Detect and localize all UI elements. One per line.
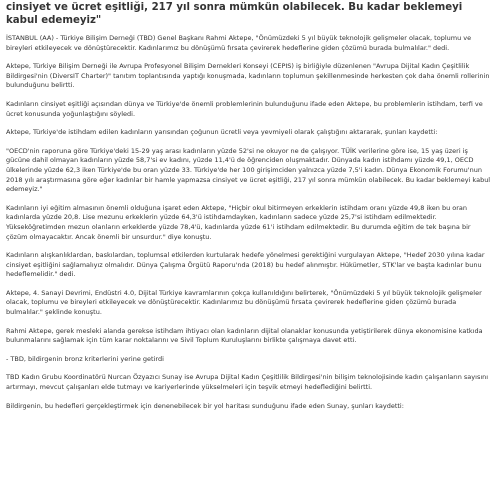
article-subheading: - TBD, bildirgenin bronz kriterlerini yerine getirdi — [6, 354, 164, 363]
article-paragraph: Rahmi Aktepe, gerek mesleki alanda gerekse istihdam ihtiyacı olan kadınların dijital olanaklar konusunda yetiştirilerek dünya ekonomisine katkıda bulunmalarını sağlamak için tüm karar noktalarını ve Sivil Toplum Kuruluşlarını birlikte çalışmaya davet etti. — [6, 326, 483, 345]
article-headline: cinsiyet ve ücret eşitliği, 217 yıl sonra mümkün olabilecek. Bu kadar beklemeyi kabul edemeyiz" — [6, 2, 463, 26]
article-paragraph: Kadınların alışkanlıklardan, baskılardan, toplumsal etkilerden kurtularak hedefe yönelmesi gerektiğini vurgulayan Aktepe, "Hedef 2030 yılına kadar cinsiyet eşitliğini sağlamalıyız olmalıdır. Dünya Çalışma Örgütü Raporu'nda (2018) bu hedef alınmıştır. Hükümetler, STK'lar ve başta kadınlar bunu hedeflemelidir." dedi. — [6, 251, 485, 279]
article-paragraph: TBD Kadın Grubu Koordinatörü Nurcan Özyazıcı Sunay ise Avrupa Dijital Kadın Çeşitlilik Bildirgesi'nin bilişim teknolojisinde kadın çalışanların sayısını artırmayı, mevcut çalışanları elde tutmayı ve kariyerlerinde yükselmeleri için teşvik etmeyi hedeflediğini belirtti. — [6, 373, 489, 392]
article-paragraph: Kadınların iyi eğitim almasının önemli olduğuna işaret eden Aktepe, "Hiçbir okul bitirmeyen erkeklerin istihdam oranı yüzde 49,8 iken bu oran kadınlarda yüzde 20,8. Lise mezunu erkeklerin yüzde 64,3'ü istihdamdayken, kadınların sadece yüzde 25,7'si istihdam edilmektedir. Yükseköğretimden mezun olanların erkeklerde yüzde 78,4'ü, kadınlarda yüzde 61'i istihdam edilmektedir. Bu durumda eğitim de tek başına bir çözüm olmayacaktır. Ancak önemli bir unsurdur." diye konuştu. — [6, 203, 471, 241]
article-paragraph: Bildirgenin, bu hedefleri gerçekleştirmek için denenebilecek bir yol haritası sunduğunu ifade eden Sunay, şunları kaydetti: — [6, 401, 404, 410]
article-paragraph: Aktepe, 4. Sanayi Devrimi, Endüstri 4.0, Dijital Türkiye kavramlarının çokça kullanıldığını belirterek, "Önümüzdeki 5 yıl büyük teknolojik gelişmeler olacak, toplumu ve bireyleri etkileyecek ve dönüştürecektir. Kadınlarımız bu dönüşümü fırsata çevirerek hedeflerine giden çözümü burada bulmalılar." şeklinde konuştu. — [6, 288, 482, 317]
article-paragraph: İSTANBUL (AA) - Türkiye Bilişim Derneği (TBD) Genel Başkanı Rahmi Aktepe, "Önümüzdeki 5 yıl büyük teknolojik gelişmeler olacak, toplumu ve bireyleri etkileyecek ve dönüştürecektir. Kadınlarımız bu dönüşümü fırsata çevirerek hedeflerine giden çözümü burada bulmalılar." dedi. — [6, 34, 472, 52]
article-paragraph: Kadınların cinsiyet eşitliği açısından dünya ve Türkiye'de önemli problemlerinin bulunduğunu ifade eden Aktepe, bu problemlerin istihdam, terfi ve ücret konusunda yoğunlaştığını söyledi. — [6, 99, 483, 118]
article-paragraph: Aktepe, Türkiye'de istihdam edilen kadınların yarısından çoğunun ücretli veya yevmiyeli olarak çalıştığını aktararak, şunları kaydetti: — [6, 128, 438, 137]
article-paragraph: "OECD'nin raporuna göre Türkiye'deki 15-29 yaş arası kadınların yüzde 52'si ne okuyor ne de çalışıyor. TÜİK verilerine göre ise, 15 yaş üzeri iş gücüne dahil olmayan kadınların yüzde 58,7'si ev kadını, yüzde 11,4'ü de öğrenciden oluşmaktadır. Dünyada kadın istihdamı yüzde 49,1, OECD ülkelerinde yüzde 62,3 iken Türkiye'de bu oran yüzde 33. Türkiye'de her 100 girişimciden yalnızca yüzde 7,5'i kadın. Dünya Ekonomik Forumu'nun 2018 yılı araştırmasına göre eğer kadınlar bir hamle yapmazsa cinsiyet ve ücret eşitliği, 217 yıl sonra mümkün olabilecek. Bu kadar beklemeyi kabul edemeyiz." — [6, 146, 491, 194]
article-paragraph: Aktepe, Türkiye Bilişim Derneği ile Avrupa Profesyonel Bilişim Dernekleri Konseyi (CEPIS) iş birliğiyle düzenlenen "Avrupa Dijital Kadın Çeşitlilik Bildirgesi'nin (DiversIT Charter)" tanıtım toplantısında yaptığı konuşmada, kadınların toplumun şekillenmesinde herkesten çok daha önemli rollerinin bulunduğunu belirtti. — [6, 62, 490, 90]
article-body — [0, 34, 500, 411]
